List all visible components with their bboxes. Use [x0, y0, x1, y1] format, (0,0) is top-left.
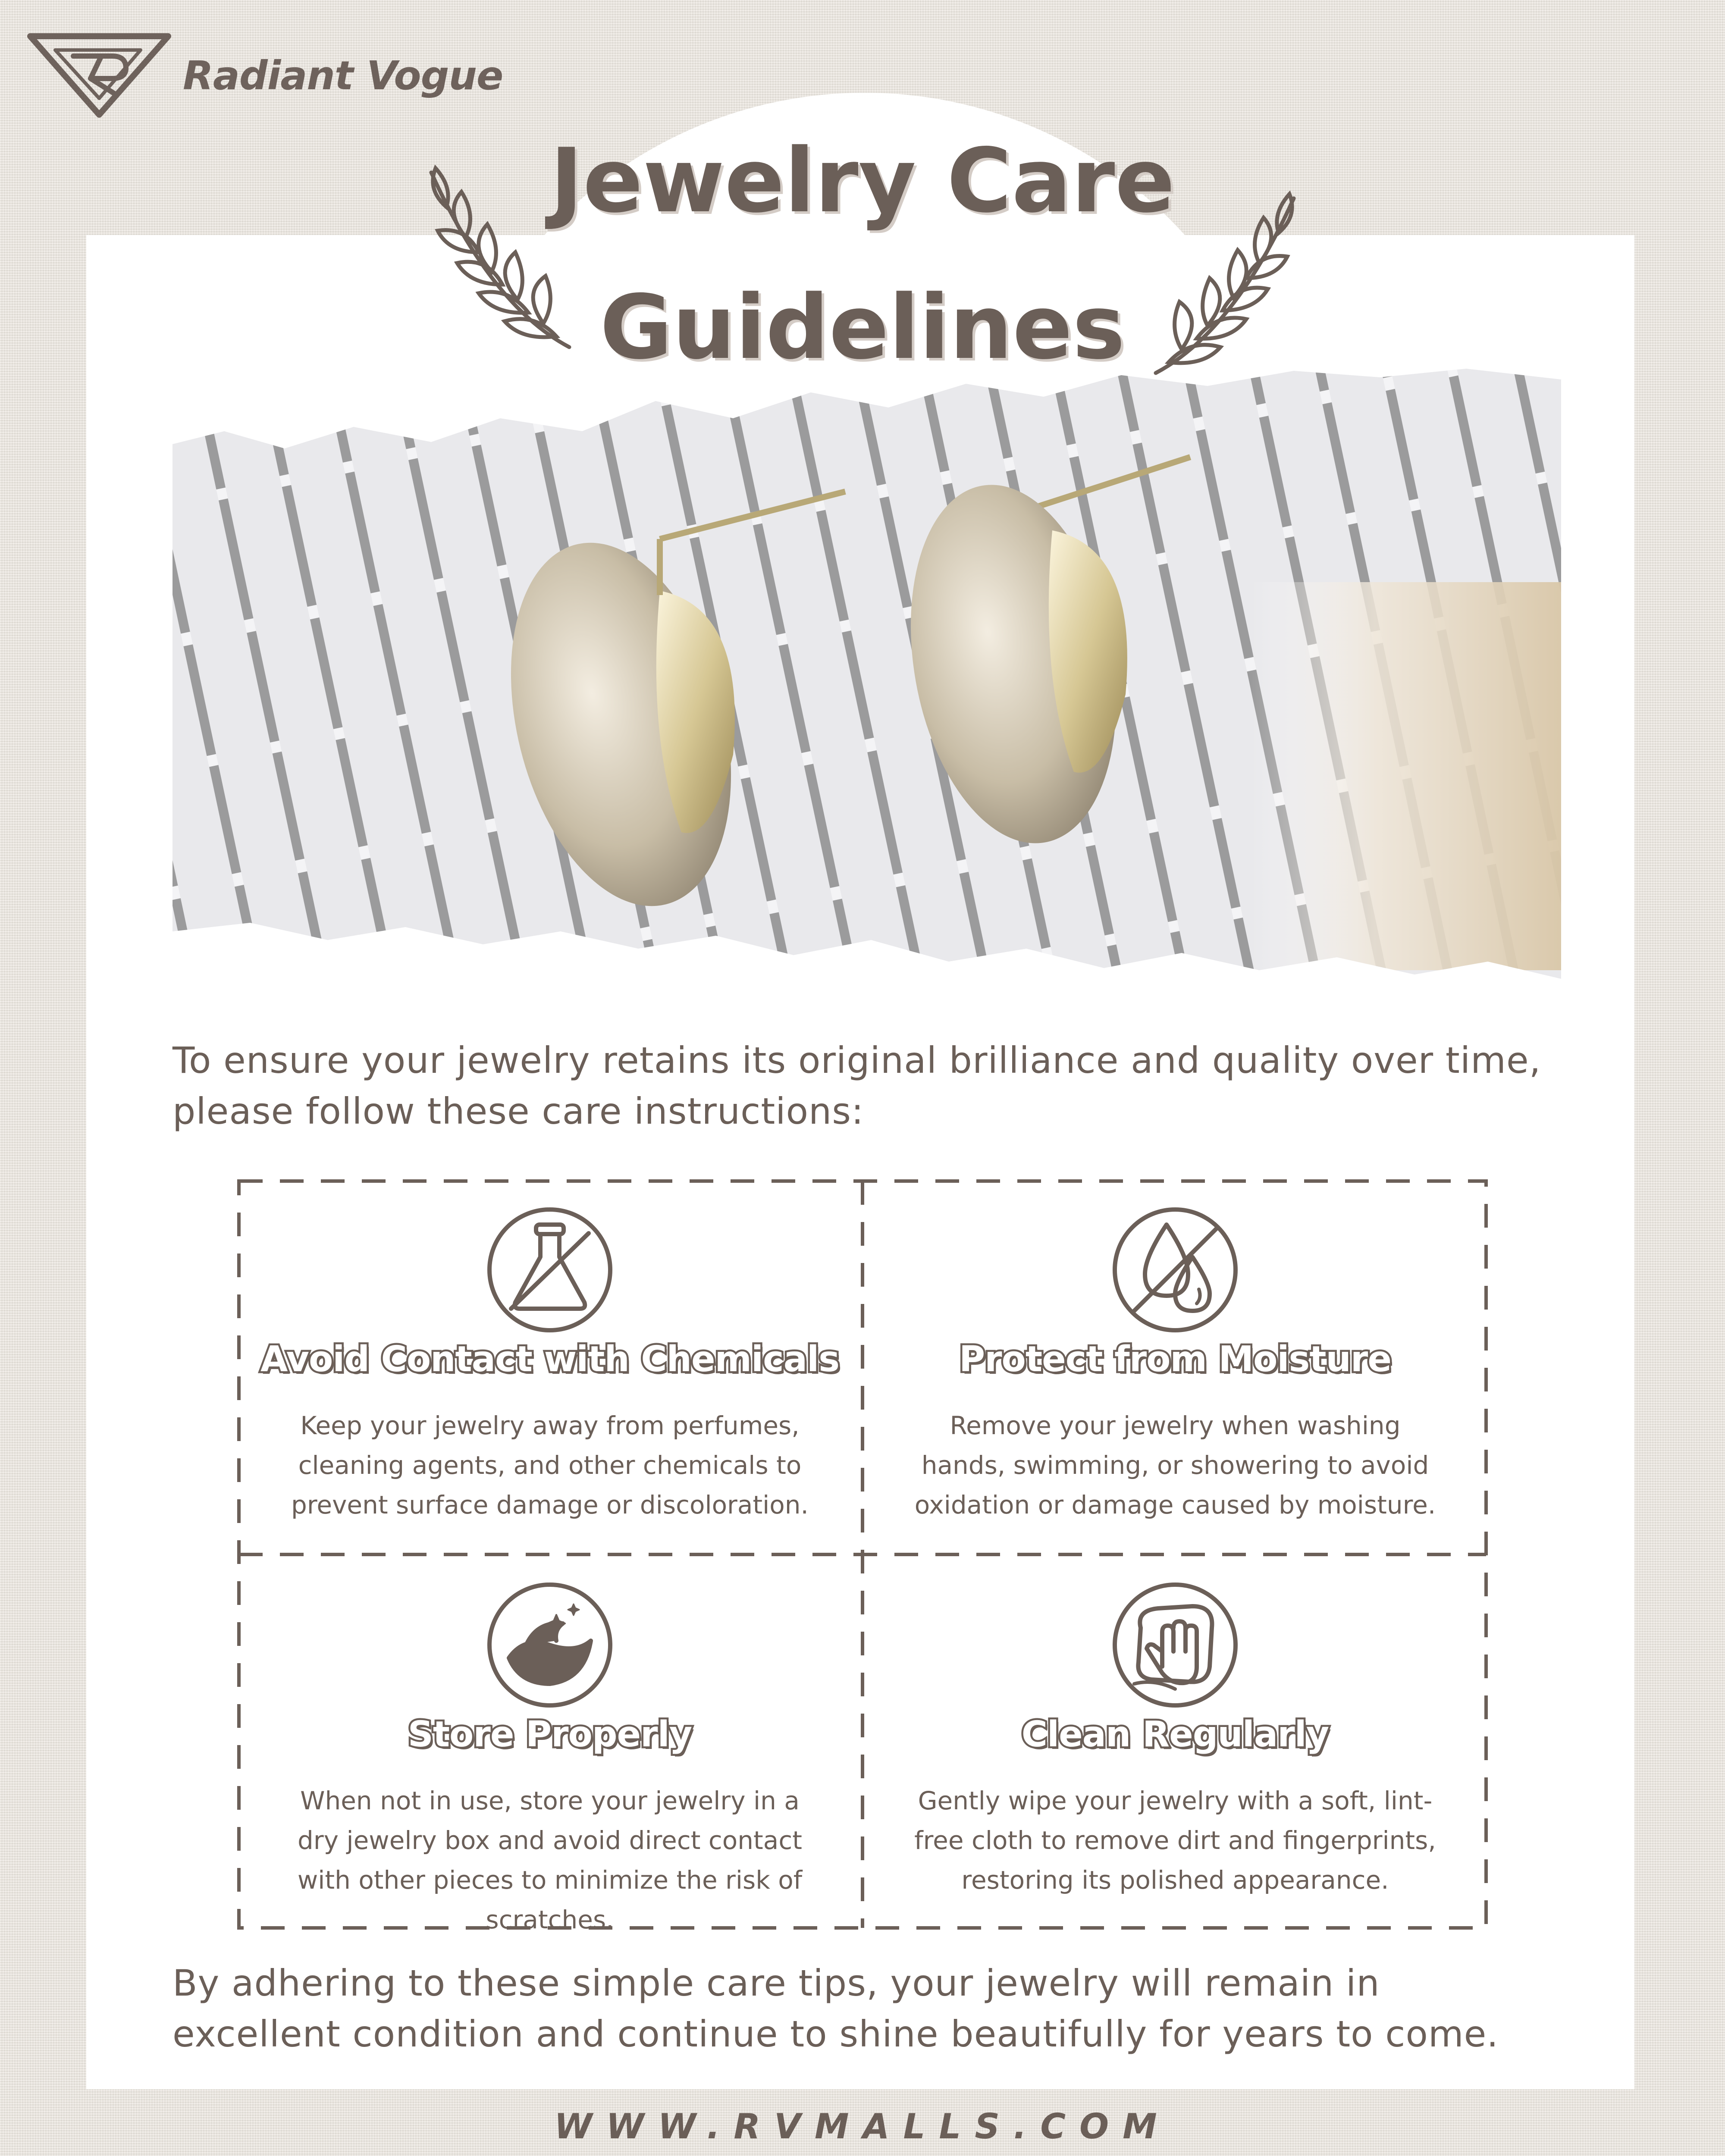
care-item-moisture	[862, 1179, 1488, 1554]
care-item-title: Protect from Moisture	[959, 1339, 1391, 1380]
no-water-droplet-icon	[1110, 1205, 1240, 1335]
earrings-on-book-page-photo	[172, 367, 1561, 987]
care-grid	[237, 1179, 1488, 1934]
care-item-storage	[237, 1554, 862, 1934]
closing-text: By adhering to these simple care tips, your jewelry will remain in excellent condition and continue to shine beautifully for years to come.	[172, 1962, 1499, 2055]
care-item-description: When not in use, store your jewelry in a dry jewelry box and avoid direct contact with other pieces to minimize the risk of scratches.	[297, 1786, 803, 1934]
care-item-title: Clean Regularly	[1021, 1714, 1329, 1755]
page-title	[474, 108, 1251, 401]
care-item-cleaning	[862, 1554, 1488, 1930]
page-title-line2: Guidelines	[600, 276, 1125, 379]
no-chemicals-flask-icon	[485, 1205, 615, 1335]
jewelry-box-sparkle-icon	[485, 1580, 615, 1710]
care-item-description: Keep your jewelry away from perfumes, cleaning agents, and other chemicals to prevent surface damage or discoloration.	[291, 1411, 809, 1520]
hand-wiping-cloth-icon	[1110, 1580, 1240, 1710]
page-title-line1: Jewelry Care	[550, 130, 1175, 232]
care-item-title: Avoid Contact with Chemicals	[260, 1339, 840, 1380]
care-item-description: Gently wipe your jewelry with a soft, lint-free cloth to remove dirt and fingerprints, restoring its polished appearance.	[914, 1786, 1436, 1895]
brand-header	[26, 26, 503, 125]
care-item-chemicals	[237, 1179, 862, 1554]
intro-text: To ensure your jewelry retains its original brilliance and quality over time, please follow these care instructions:	[172, 1039, 1541, 1132]
care-item-description: Remove your jewelry when washing hands, swimming, or showering to avoid oxidation or damage caused by moisture.	[914, 1411, 1436, 1520]
brand-name: Radiant Vogue	[183, 52, 503, 99]
website-link[interactable]: WWW.RVMALLS.COM	[554, 2106, 1171, 2147]
rv-monogram-logo-icon	[26, 30, 172, 121]
care-item-title: Store Properly	[408, 1714, 692, 1755]
